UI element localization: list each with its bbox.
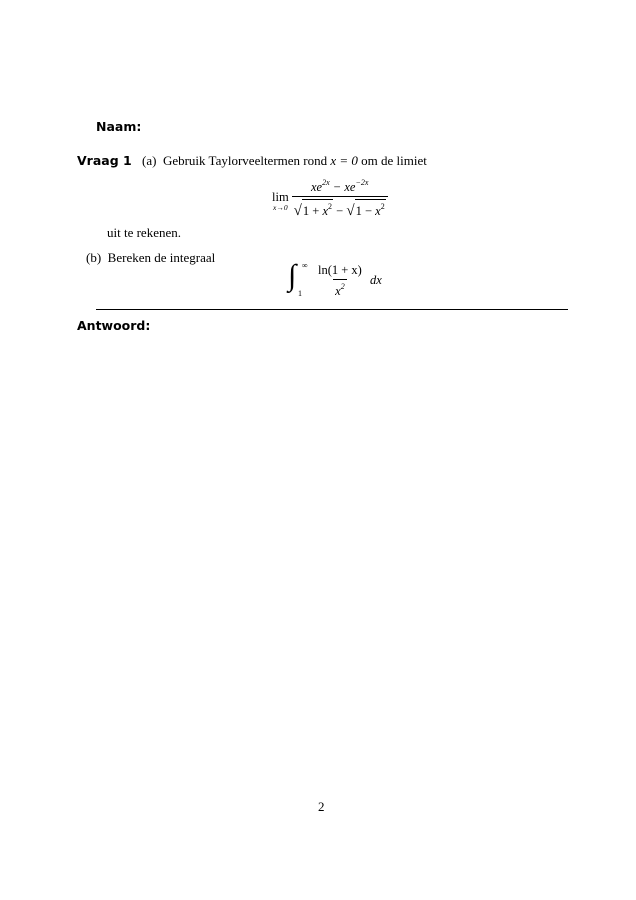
integral-sign: ∫	[288, 259, 297, 292]
part-a-line	[142, 153, 427, 169]
name-label: Naam:	[96, 119, 142, 134]
part-a-text-after: om de limiet	[361, 153, 427, 168]
limit-subscript: x→0	[273, 203, 288, 212]
question-label: Vraag 1	[77, 153, 132, 168]
limit-numerator-rendered: $xe^{2x} - xe^{-2x}$	[310, 178, 369, 194]
part-b-line	[86, 250, 215, 266]
part-a-marker: (a)	[142, 153, 157, 168]
integral-differential: dx	[370, 273, 382, 287]
integral-fraction	[316, 263, 364, 299]
part-a-text: Gebruik Taylorveeltermen rond	[162, 153, 328, 168]
integral-numerator: ln(1 + x)	[318, 263, 362, 277]
page-number: 2	[318, 799, 325, 814]
limit-fraction	[292, 178, 388, 219]
part-b-text: Bereken de integraal	[107, 250, 216, 265]
limit-operator	[272, 191, 289, 212]
limit-denominator: √ $1 + x^2$ − √ $1 - x^2$	[292, 196, 388, 219]
part-a-continuation: uit te rekenen.	[107, 225, 181, 240]
part-a-condition: x = 0	[330, 153, 358, 168]
integral-lower-limit: 1	[298, 289, 302, 298]
divider-line	[96, 309, 568, 310]
part-b-marker: (b)	[86, 250, 102, 265]
limit-word: lim	[272, 190, 289, 204]
integral-denominator: $x^2$	[333, 279, 347, 299]
answer-label: Antwoord:	[77, 318, 151, 333]
integral-upper-limit: ∞	[302, 261, 308, 270]
limit-formula	[272, 178, 388, 219]
